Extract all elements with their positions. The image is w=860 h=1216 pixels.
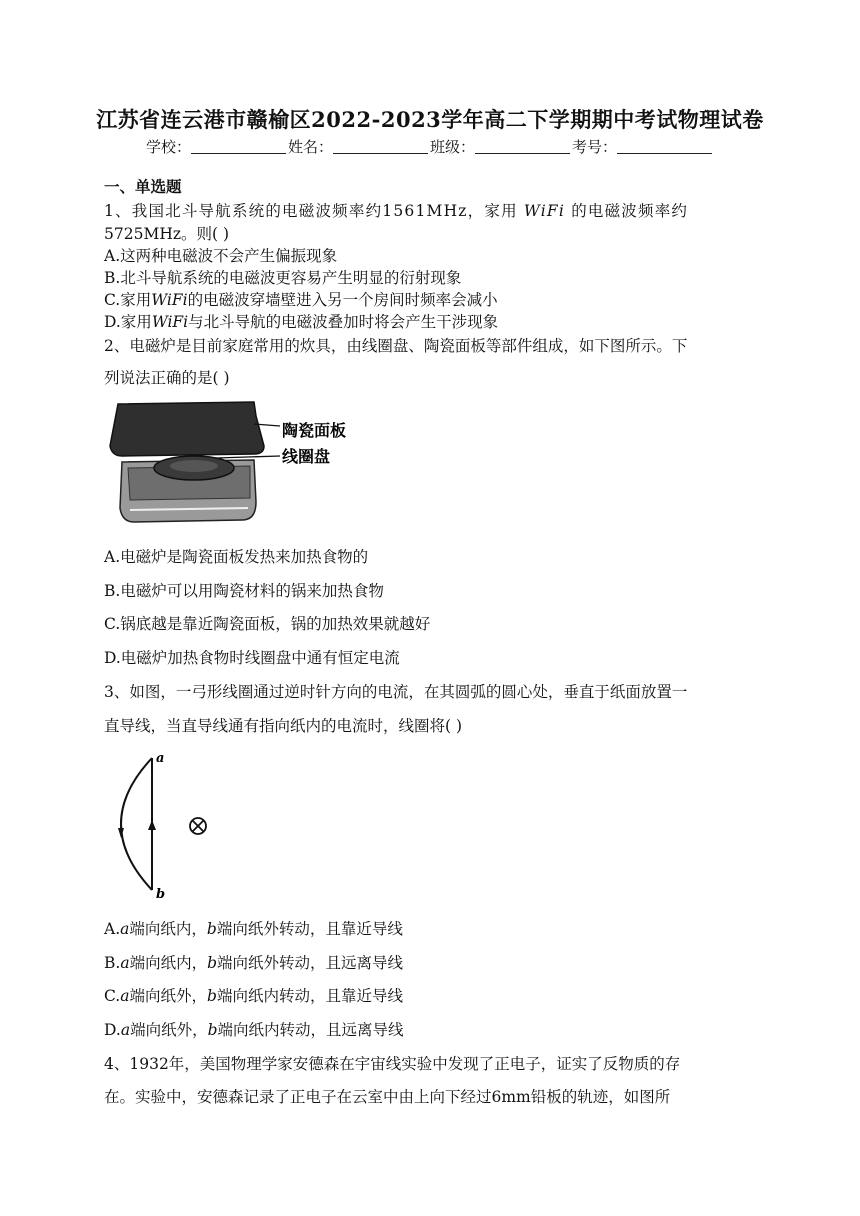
name-label: 姓名：: [287, 138, 333, 156]
coil-arc: [121, 758, 152, 890]
bow-coil-figure: [104, 748, 224, 908]
q2-option-b: B.电磁炉可以用陶瓷材料的锅来加热食物: [104, 582, 384, 600]
q2-option-d: D.电磁炉加热食物时线圈盘中通有恒定电流: [104, 649, 400, 667]
coil-label: 线圈盘: [282, 447, 331, 466]
ceramic-panel-shape: [110, 402, 264, 456]
q3-option-d: D.a端向纸外，b端向纸内转动，且远离导线: [104, 1021, 404, 1039]
section-heading: 一、单选题: [104, 177, 182, 196]
q1-stem-text-a: 1、我国北斗导航系统的电磁波频率约1561MHz，家用: [104, 202, 518, 220]
q3-option-a: A.a端向纸内，b端向纸外转动，且靠近导线: [104, 920, 403, 938]
q2-option-c: C.锅底越是靠近陶瓷面板，锅的加热效果就越好: [104, 615, 431, 633]
q3-option-b: B.a端向纸内，b端向纸外转动，且远离导线: [104, 954, 404, 972]
school-label: 学校：: [145, 138, 191, 156]
induction-cooker-figure: [104, 398, 354, 530]
q3-option-c: C.a端向纸外，b端向纸内转动，且靠近导线: [104, 987, 403, 1005]
q1-option-d: D.家用WiFi与北斗导航的电磁波叠加时将会产生干涉现象: [104, 313, 499, 331]
q3-stem-line1: 3、如图，一弓形线圈通过逆时针方向的电流，在其圆弧的圆心处，垂直于纸面放置一: [104, 683, 688, 701]
panel-label: 陶瓷面板: [282, 421, 347, 440]
q4-stem-line1: 4、1932年，美国物理学家安德森在宇宙线实验中发现了正电子，证实了反物质的存: [104, 1055, 681, 1073]
q1-stem-line2: 5725MHz。则( ): [104, 225, 230, 243]
q1-option-c: C.家用WiFi的电磁波穿墙壁进入另一个房间时频率会减小: [104, 291, 498, 309]
coil-leader-line: [216, 456, 280, 458]
class-label: 班级：: [430, 138, 476, 156]
student-info-row: [0, 136, 860, 157]
name-blank: [333, 139, 428, 154]
label-b: b: [156, 887, 166, 902]
q1-stem-wifi: WiFi: [523, 202, 566, 220]
q2-option-a: A.电磁炉是陶瓷面板发热来加热食物的: [104, 548, 369, 566]
school-blank: [191, 139, 286, 154]
q1-option-a: A.这两种电磁波不会产生偏振现象: [104, 247, 338, 265]
q2-stem-line2: 列说法正确的是( ): [104, 369, 230, 387]
exam-title: 江苏省连云港市赣榆区2022-2023学年高二下学期期中考试物理试卷: [96, 107, 764, 132]
q1-option-b: B.北斗导航系统的电磁波更容易产生明显的衍射现象: [104, 269, 462, 287]
chord-arrow: [148, 820, 156, 830]
exam-number-blank: [617, 139, 712, 154]
exam-number-label: 考号：: [572, 138, 618, 156]
q3-stem-line2: 直导线，当直导线通有指向纸内的电流时，线圈将( ): [104, 717, 463, 735]
q1-stem-line1: [104, 201, 688, 221]
label-a: a: [156, 751, 165, 766]
q1-stem-text-b: 的电磁波频率约: [571, 202, 689, 220]
q4-stem-line2: 在。实验中，安德森记录了正电子在云室中由上向下经过6mm铅板的轨迹，如图所: [104, 1088, 671, 1106]
class-blank: [475, 139, 570, 154]
q2-stem-line1: 2、电磁炉是目前家庭常用的炊具，由线圈盘、陶瓷面板等部件组成，如下图所示。下: [104, 337, 688, 355]
